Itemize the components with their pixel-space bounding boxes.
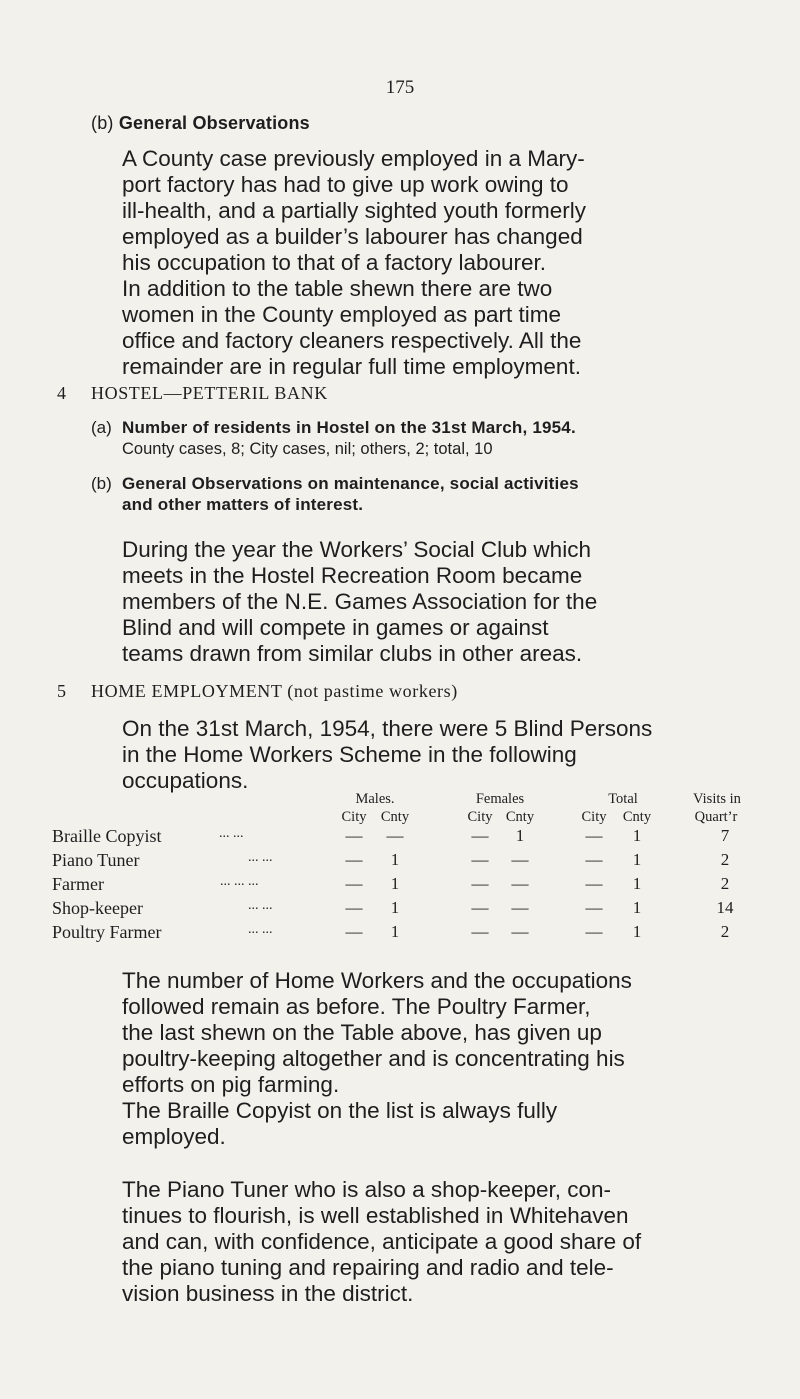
cell-females-cnty: — [511, 874, 529, 893]
cell-males-city: — [345, 850, 363, 869]
text-line: ill-health, and a partially sighted youth formerly [122, 198, 586, 223]
text-line: The Braille Copyist on the list is always fully [122, 1098, 558, 1123]
cell-males-city: — [345, 922, 363, 941]
cell-visits: 14 [716, 898, 734, 917]
page-number: 175 [385, 77, 415, 98]
cell-females-city: — [471, 874, 489, 893]
text-line: remainder are in regular full time employment. [122, 354, 581, 379]
text-line: poultry-keeping altogether and is concentrating his [122, 1046, 625, 1071]
cell-total-city: — [585, 826, 603, 845]
row-label: Piano Tuner [52, 850, 140, 870]
text-line: women in the County employed as part time [122, 302, 561, 327]
text-line: his occupation to that of a factory labourer. [122, 250, 547, 275]
text-line: members of the N.E. Games Association for the [122, 589, 598, 614]
text-line: employed as a builder’s labourer has changed [122, 224, 583, 249]
text-line: employed. [122, 1124, 226, 1149]
table-sub-header: City [341, 809, 367, 825]
text-line: During the year the Workers’ Social Club which [122, 537, 591, 562]
cell-females-city: — [471, 826, 489, 845]
hostel-item-a-heading: Number of residents in Hostel on the 31st March, 1954. [122, 418, 576, 437]
hostel-item-a-detail: County cases, 8; City cases, nil; others, 2; total, 10 [122, 440, 493, 458]
hostel-heading: HOSTEL—PETTERIL BANK [91, 383, 328, 403]
table-sub-header: Quart’r [694, 809, 738, 825]
cell-males-city: — [345, 826, 363, 845]
text-line: Blind and will compete in games or against [122, 615, 549, 640]
cell-visits: 2 [720, 874, 730, 893]
section-number-4: 4 [57, 383, 67, 403]
cell-females-cnty: — [511, 898, 529, 917]
cell-visits: 7 [720, 826, 730, 845]
cell-total-cnty: 1 [632, 850, 642, 869]
table-group-header: Females [475, 791, 525, 807]
piano-tuner-text [122, 1177, 762, 1307]
cell-females-cnty: — [511, 922, 529, 941]
row-leader: ... ... [219, 826, 244, 841]
table-sub-header: City [581, 809, 607, 825]
cell-males-cnty: 1 [390, 898, 400, 917]
table-sub-header: City [467, 809, 493, 825]
cell-total-city: — [585, 874, 603, 893]
text-line: vision business in the district. [122, 1281, 414, 1306]
row-label: Poultry Farmer [52, 922, 162, 942]
cell-total-cnty: 1 [632, 898, 642, 917]
text-line: and can, with confidence, anticipate a good share of [122, 1229, 642, 1254]
text-line: occupations. [122, 768, 249, 793]
table-sub-header: Cnty [505, 809, 535, 825]
general-observations-heading [91, 113, 310, 134]
cell-males-city: — [345, 874, 363, 893]
section-title: General Observations [118, 113, 310, 133]
general-observations-text [122, 146, 762, 380]
row-label: Farmer [52, 874, 104, 894]
cell-females-city: — [471, 922, 489, 941]
cell-visits: 2 [720, 850, 730, 869]
cell-females-city: — [471, 850, 489, 869]
cell-males-city: — [345, 898, 363, 917]
table-group-header: Total [608, 791, 638, 807]
cell-males-cnty: 1 [390, 874, 400, 893]
row-label: Shop-keeper [52, 898, 143, 918]
hostel-item-a-label: (a) [91, 418, 112, 437]
row-leader: ... ... [248, 922, 273, 937]
cell-total-city: — [585, 922, 603, 941]
row-leader: ... ... ... [220, 874, 259, 889]
cell-total-cnty: 1 [632, 826, 642, 845]
table-group-header: Males. [355, 791, 395, 807]
text-line: in the Home Workers Scheme in the following [122, 742, 577, 767]
hostel-item-b-label: (b) [91, 474, 112, 493]
text-line: efforts on pig farming. [122, 1072, 340, 1097]
text-line: A County case previously employed in a Mary- [122, 146, 585, 171]
text-line: port factory has had to give up work owing to [122, 172, 569, 197]
cell-total-city: — [585, 850, 603, 869]
text-line: meets in the Hostel Recreation Room became [122, 563, 583, 588]
text-line: The number of Home Workers and the occupations [122, 968, 632, 993]
text-line: teams drawn from similar clubs in other areas. [122, 641, 583, 666]
text-line: On the 31st March, 1954, there were 5 Blind Persons [122, 716, 653, 741]
text-line: the piano tuning and repairing and radio and tele- [122, 1255, 614, 1280]
row-label: Braille Copyist [52, 826, 162, 846]
text-line: the last shewn on the Table above, has given up [122, 1020, 602, 1045]
cell-visits: 2 [720, 922, 730, 941]
cell-males-cnty: 1 [390, 922, 400, 941]
text-line: In addition to the table shewn there are two [122, 276, 553, 301]
cell-total-cnty: 1 [632, 874, 642, 893]
hostel-text [122, 537, 762, 667]
table-group-header: Visits in [693, 791, 741, 807]
hostel-item-b-heading-1: General Observations on maintenance, social activities [122, 474, 579, 493]
text-line: followed remain as before. The Poultry Farmer, [122, 994, 591, 1019]
home-employment-text [122, 968, 762, 1150]
row-leader: ... ... [248, 898, 273, 913]
cell-males-cnty: 1 [390, 850, 400, 869]
row-leader: ... ... [248, 850, 273, 865]
text-line: The Piano Tuner who is also a shop-keeper, con- [122, 1177, 612, 1202]
cell-females-city: — [471, 898, 489, 917]
hostel-item-b-heading-2: and other matters of interest. [122, 495, 364, 514]
text-line: office and factory cleaners respectively. All the [122, 328, 582, 353]
table-sub-header: Cnty [622, 809, 652, 825]
cell-females-cnty: — [511, 850, 529, 869]
text-line: tinues to flourish, is well established in Whitehaven [122, 1203, 629, 1228]
cell-total-city: — [585, 898, 603, 917]
section-number-5: 5 [57, 681, 67, 701]
cell-total-cnty: 1 [632, 922, 642, 941]
home-employment-heading: HOME EMPLOYMENT (not pastime workers) [91, 681, 458, 701]
table-sub-header: Cnty [380, 809, 410, 825]
cell-males-cnty: — [386, 826, 404, 845]
cell-females-cnty: 1 [515, 826, 525, 845]
section-label: (b) [91, 113, 114, 133]
home-employment-intro [122, 716, 762, 794]
